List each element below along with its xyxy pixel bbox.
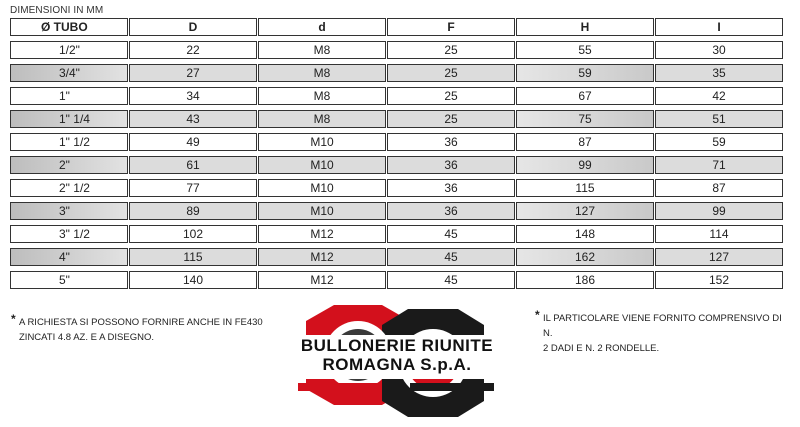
cell-d-outer: 34	[129, 87, 257, 105]
cell-d-thread: M12	[258, 225, 386, 243]
cell-tube-diameter: 3/4"	[10, 64, 128, 82]
table-row	[10, 271, 782, 289]
cell-h: 75	[516, 110, 654, 128]
header-i: I	[655, 18, 783, 36]
table-row	[10, 133, 782, 151]
cell-i: 127	[655, 248, 783, 266]
note-left-line1: A RICHIESTA SI POSSONO FORNIRE ANCHE IN FE430	[19, 317, 263, 328]
cell-h: 186	[516, 271, 654, 289]
cell-i: 42	[655, 87, 783, 105]
cell-d-outer: 102	[129, 225, 257, 243]
cell-i: 59	[655, 133, 783, 151]
cell-tube-diameter: 1"	[10, 87, 128, 105]
header-tube-diameter: Ø TUBO	[10, 18, 128, 36]
cell-h: 55	[516, 41, 654, 59]
note-left-line2: ZINCATI 4.8 AZ. E A DISEGNO.	[19, 332, 154, 343]
cell-tube-diameter: 1/2"	[10, 41, 128, 59]
table-row	[10, 110, 782, 128]
cell-d-thread: M12	[258, 248, 386, 266]
table-row	[10, 225, 782, 243]
note-right-line2: 2 DADI E N. 2 RONDELLE.	[543, 343, 660, 354]
cell-d-outer: 43	[129, 110, 257, 128]
cell-d-outer: 89	[129, 202, 257, 220]
cell-i: 51	[655, 110, 783, 128]
cell-i: 35	[655, 64, 783, 82]
cell-tube-diameter: 4"	[10, 248, 128, 266]
logo-left-bar	[298, 383, 382, 391]
table-row	[10, 202, 782, 220]
note-left	[11, 312, 289, 345]
cell-d-thread: M10	[258, 179, 386, 197]
header-f: F	[387, 18, 515, 36]
dimensions-table	[10, 18, 782, 289]
cell-d-outer: 115	[129, 248, 257, 266]
cell-d-thread: M10	[258, 156, 386, 174]
cell-f: 25	[387, 110, 515, 128]
cell-d-outer: 22	[129, 41, 257, 59]
cell-f: 45	[387, 225, 515, 243]
cell-d-thread: M10	[258, 133, 386, 151]
cell-d-thread: M8	[258, 87, 386, 105]
header-h: H	[516, 18, 654, 36]
cell-i: 30	[655, 41, 783, 59]
cell-i: 87	[655, 179, 783, 197]
cell-tube-diameter: 3" 1/2	[10, 225, 128, 243]
cell-h: 127	[516, 202, 654, 220]
cell-i: 71	[655, 156, 783, 174]
table-row	[10, 87, 782, 105]
cell-d-outer: 140	[129, 271, 257, 289]
cell-d-outer: 27	[129, 64, 257, 82]
cell-f: 36	[387, 133, 515, 151]
note-marker: *	[535, 308, 540, 322]
note-right	[535, 308, 793, 356]
cell-d-outer: 49	[129, 133, 257, 151]
cell-f: 25	[387, 64, 515, 82]
table-header-row	[10, 18, 782, 36]
cell-i: 114	[655, 225, 783, 243]
logo-right-bar	[410, 383, 494, 391]
cell-f: 25	[387, 41, 515, 59]
cell-d-thread: M8	[258, 110, 386, 128]
cell-f: 36	[387, 156, 515, 174]
cell-h: 115	[516, 179, 654, 197]
cell-tube-diameter: 5"	[10, 271, 128, 289]
cell-d-outer: 77	[129, 179, 257, 197]
logo-line1: BULLONERIE RIUNITE	[300, 336, 494, 355]
dimensions-caption: DIMENSIONI IN MM	[10, 5, 104, 16]
table-row	[10, 64, 782, 82]
cell-i: 99	[655, 202, 783, 220]
cell-f: 45	[387, 248, 515, 266]
cell-tube-diameter: 1" 1/4	[10, 110, 128, 128]
cell-h: 148	[516, 225, 654, 243]
cell-f: 45	[387, 271, 515, 289]
cell-tube-diameter: 3"	[10, 202, 128, 220]
cell-h: 99	[516, 156, 654, 174]
cell-d-thread: M8	[258, 41, 386, 59]
cell-tube-diameter: 2"	[10, 156, 128, 174]
note-right-line1: IL PARTICOLARE VIENE FORNITO COMPRENSIVO DI N.	[543, 313, 782, 339]
cell-d-thread: M8	[258, 64, 386, 82]
cell-d-thread: M12	[258, 271, 386, 289]
cell-d-outer: 61	[129, 156, 257, 174]
cell-tube-diameter: 2" 1/2	[10, 179, 128, 197]
cell-f: 36	[387, 202, 515, 220]
table-row	[10, 156, 782, 174]
cell-tube-diameter: 1" 1/2	[10, 133, 128, 151]
logo-line2: ROMAGNA S.p.A.	[322, 355, 472, 374]
header-d-outer: D	[129, 18, 257, 36]
cell-f: 36	[387, 179, 515, 197]
cell-d-thread: M10	[258, 202, 386, 220]
table-row	[10, 41, 782, 59]
cell-h: 162	[516, 248, 654, 266]
cell-h: 67	[516, 87, 654, 105]
header-d-thread: d	[258, 18, 386, 36]
note-marker: *	[11, 312, 16, 326]
cell-i: 152	[655, 271, 783, 289]
cell-h: 87	[516, 133, 654, 151]
cell-f: 25	[387, 87, 515, 105]
table-row	[10, 248, 782, 266]
cell-h: 59	[516, 64, 654, 82]
table-row	[10, 179, 782, 197]
